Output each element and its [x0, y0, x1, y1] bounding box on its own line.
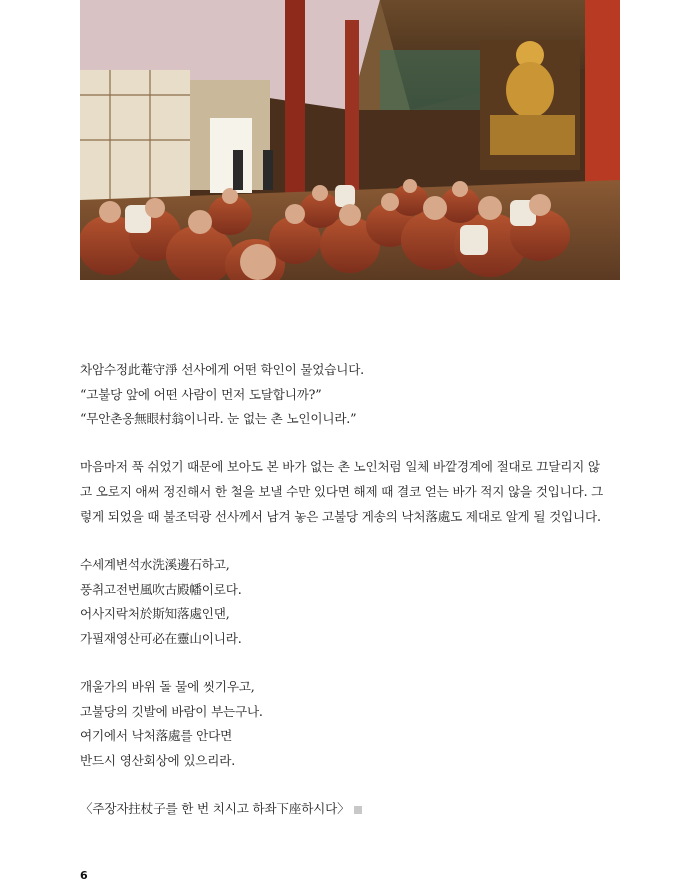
verse-line: 어사지락처於斯知落處인댄, — [80, 606, 230, 622]
paragraph-line: 마음마저 푹 쉬었기 때문에 보아도 본 바가 없는 촌 노인처럼 일체 바깥경계에 절대로 끄달리지 않 — [80, 459, 600, 474]
verse-line: 개울가의 바위 돌 물에 씻기우고, — [80, 679, 255, 694]
intro-dialogue — [80, 358, 625, 432]
intro-line: “고불당 앞에 어떤 사람이 먼저 도달합니까?” — [80, 386, 322, 402]
verse-line: 반드시 영산회상에 있으리라. — [80, 752, 235, 768]
page-number: 6 — [80, 869, 88, 882]
end-square-icon — [354, 806, 362, 814]
verse-hanja — [80, 553, 625, 651]
verse-line: 여기에서 낙처落處를 안다면 — [80, 728, 233, 744]
verse-line: 풍취고전번風吹古殿幡이로다. — [80, 581, 242, 597]
temple-hall-photo — [80, 0, 620, 280]
closing-text: 〈주장자拄杖子를 한 번 치시고 하좌下座하시다〉 — [80, 801, 350, 816]
verse-line: 가필재영산可必在靈山이니라. — [80, 630, 242, 646]
verse-korean — [80, 675, 625, 773]
intro-line: “무안촌옹無眼村翁이니라. 눈 없는 촌 노인이니라.” — [80, 411, 357, 427]
verse-line: 고불당의 깃발에 바람이 부는구나. — [80, 703, 263, 719]
intro-line: 차암수정此菴守淨 선사에게 어떤 학인이 물었습니다. — [80, 362, 364, 377]
verse-line: 수세계변석水洗溪邊石하고, — [80, 557, 230, 572]
paragraph-line: 렇게 되었을 때 불조덕광 선사께서 남겨 놓은 고불당 게송의 낙처落處도 제대로 알게 될 것입니다. — [80, 509, 601, 524]
closing-note — [80, 797, 625, 822]
paragraph-line: 고 오로지 애써 정진해서 한 철을 보낼 수만 있다면 해제 때 결코 얻는 바가 적지 않을 것입니다. 그 — [80, 484, 604, 499]
body-paragraph — [80, 454, 625, 529]
